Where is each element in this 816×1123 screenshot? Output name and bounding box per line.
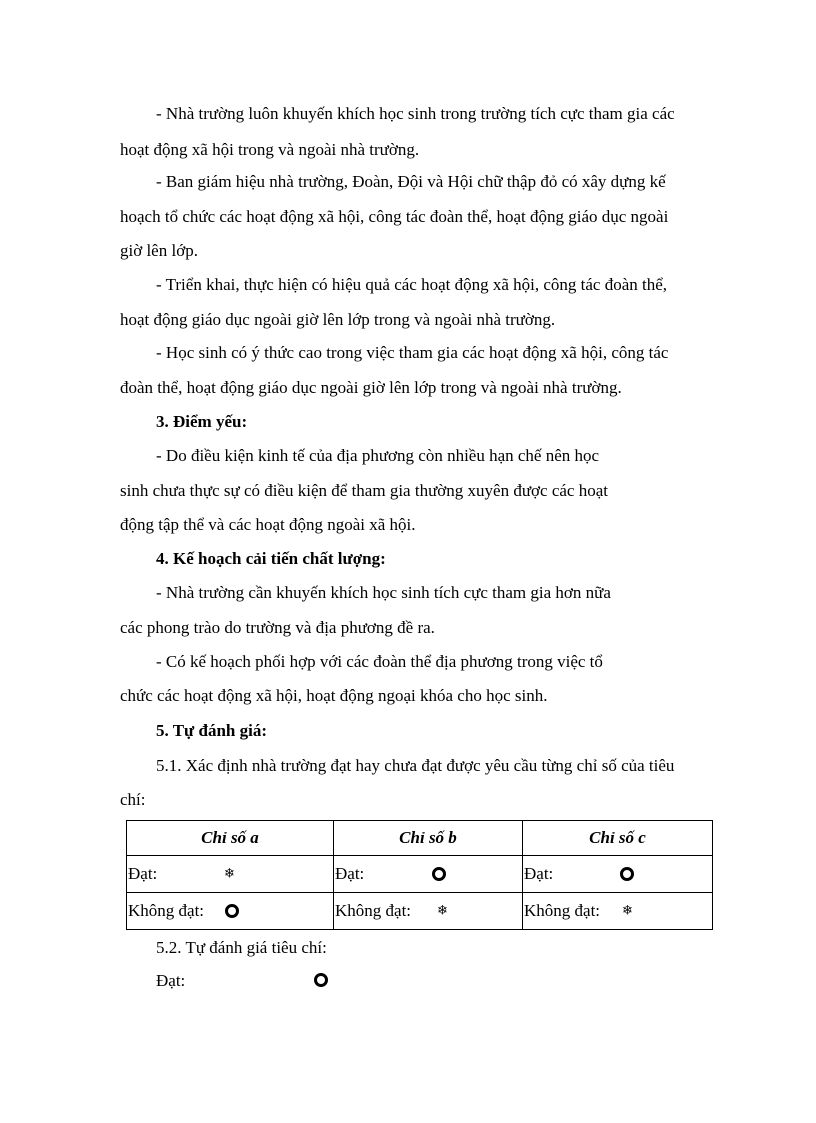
section-3-line-1: - Do điều kiện kinh tế của địa phương còn nhiều hạn chế nên học — [156, 446, 600, 465]
header-index-b: Chỉ số b — [334, 821, 523, 856]
table-row-pass — [127, 856, 713, 893]
fail-label: Không đạt: — [524, 901, 601, 920]
section-4-a-line-2: các phong trào do trường và địa phương đề ra. — [120, 618, 435, 637]
para-2-line-1: - Ban giám hiệu nhà trường, Đoàn, Đội và Hội chữ thập đỏ có xây dựng kế — [156, 172, 666, 191]
fail-label: Không đạt: — [335, 901, 412, 920]
section-5-heading: 5. Tự đánh giá: — [156, 721, 267, 740]
section-5-1-line-2: chí: — [120, 790, 146, 809]
pass-label: Đạt: — [524, 864, 554, 883]
section-4-b-line-2: chức các hoạt động xã hội, hoạt động ngoại khóa cho học sinh. — [120, 686, 548, 705]
snowflake-icon: ❄ — [224, 866, 235, 882]
para-3-line-1: - Triển khai, thực hiện có hiệu quả các hoạt động xã hội, công tác đoàn thể, — [156, 275, 668, 294]
pass-label: Đạt: — [128, 864, 158, 883]
para-2-line-3: giờ lên lớp. — [120, 241, 198, 260]
circle-mark-icon — [314, 973, 328, 987]
para-4-line-2: đoàn thể, hoạt động giáo dục ngoài giờ lên lớp trong và ngoài nhà trường. — [120, 378, 622, 397]
section-5-1-line-1: 5.1. Xác định nhà trường đạt hay chưa đạt được yêu cầu từng chỉ số của tiêu — [156, 756, 675, 775]
table-header-row — [127, 821, 713, 856]
section-3-line-3: động tập thể và các hoạt động ngoài xã hội. — [120, 515, 416, 534]
circle-mark-icon — [225, 904, 239, 918]
circle-mark-icon — [432, 867, 446, 881]
para-1-line-2: hoạt động xã hội trong và ngoài nhà trường. — [120, 140, 420, 159]
cell-c-fail — [523, 893, 713, 930]
circle-mark-icon — [620, 867, 634, 881]
snowflake-icon: ❄ — [622, 903, 633, 919]
cell-b-fail — [334, 893, 523, 930]
section-4-b-line-1: - Có kế hoạch phối hợp với các đoàn thể địa phương trong việc tổ — [156, 652, 603, 671]
section-4-heading: 4. Kế hoạch cải tiến chất lượng: — [156, 549, 386, 568]
section-4-a-line-1: - Nhà trường cần khuyến khích học sinh tích cực tham gia hơn nữa — [156, 583, 611, 602]
pass-label: Đạt: — [335, 864, 365, 883]
cell-c-pass — [523, 856, 713, 893]
cell-a-fail — [127, 893, 334, 930]
criteria-index-table — [126, 820, 713, 930]
section-3-line-2: sinh chưa thực sự có điều kiện để tham gia thường xuyên được các hoạt — [120, 481, 608, 500]
cell-b-pass — [334, 856, 523, 893]
para-1-line-1: - Nhà trường luôn khuyến khích học sinh trong trường tích cực tham gia các — [156, 104, 675, 123]
cell-a-pass — [127, 856, 334, 893]
para-2-line-2: hoạch tổ chức các hoạt động xã hội, công tác đoàn thể, hoạt động giáo dục ngoài — [120, 207, 669, 226]
final-pass-label: Đạt: — [156, 971, 186, 990]
section-5-2-text: 5.2. Tự đánh giá tiêu chí: — [156, 938, 327, 957]
para-4-line-1: - Học sinh có ý thức cao trong việc tham gia các hoạt động xã hội, công tác — [156, 343, 669, 362]
para-3-line-2: hoạt động giáo dục ngoài giờ lên lớp trong và ngoài nhà trường. — [120, 310, 556, 329]
header-index-c: Chỉ số c — [523, 821, 713, 856]
header-index-a: Chỉ số a — [127, 821, 334, 856]
fail-label: Không đạt: — [128, 901, 205, 920]
snowflake-icon: ❄ — [437, 903, 448, 919]
table-row-fail — [127, 893, 713, 930]
section-3-heading: 3. Điểm yếu: — [156, 412, 248, 431]
